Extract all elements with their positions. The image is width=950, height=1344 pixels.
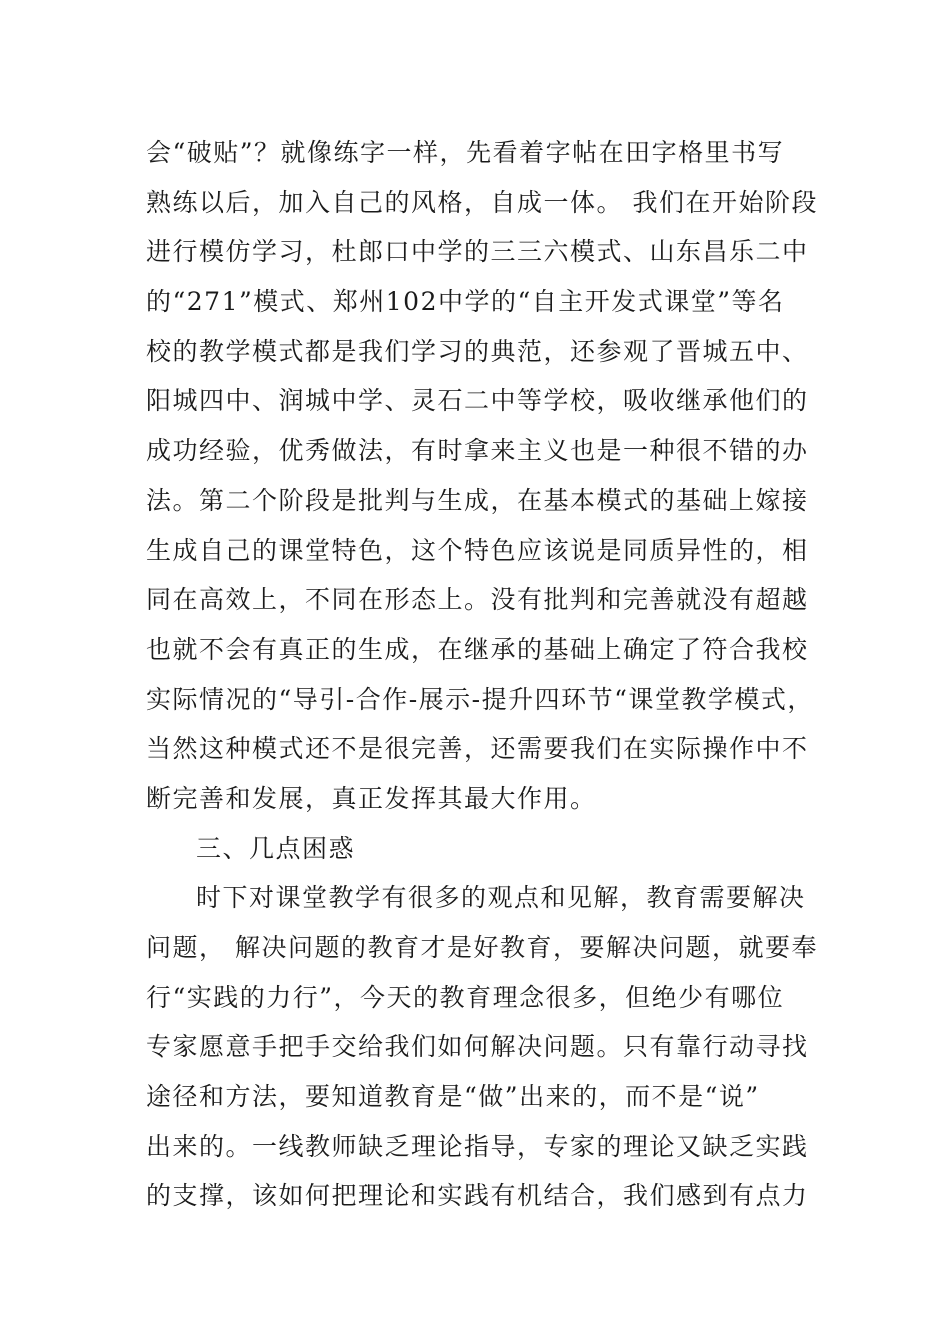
- text-line: 也就不会有真正的生成，在继承的基础上确定了符合我校: [146, 634, 809, 664]
- text-line: 断完善和发展，真正发挥其最大作用。: [146, 783, 597, 813]
- text-line: 进行模仿学习，杜郎口中学的三三六模式、山东昌乐二中: [146, 237, 809, 267]
- text-line: 三、几点困惑: [196, 833, 356, 863]
- text-line: 会“破贴”？就像练字一样，先看着字帖在田字格里书写: [146, 138, 785, 167]
- text-line: 法。第二个阶段是批判与生成，在基本模式的基础上嫁接: [146, 485, 809, 515]
- text-line: 当然这种模式还不是很完善，还需要我们在实际操作中不: [146, 734, 809, 764]
- text-line: 行“实践的力行”，今天的教育理念很多，但绝少有哪位: [146, 982, 785, 1012]
- text-line: 校的教学模式都是我们学习的典范，还参观了晋城五中、: [146, 336, 809, 366]
- text-line: 的支撑，该如何把理论和实践有机结合，我们感到有点力: [146, 1181, 809, 1211]
- text-line: 成功经验，优秀做法，有时拿来主义也是一种很不错的办: [146, 436, 809, 466]
- text-line: 熟练以后，加入自己的风格，自成一体。 我们在开始阶段: [146, 187, 818, 217]
- text-line: 问题， 解决问题的教育才是好教育，要解决问题，就要奉: [146, 933, 818, 962]
- text-line: 阳城四中、润城中学、灵石二中等学校，吸收继承他们的: [146, 386, 809, 416]
- text-line: 时下对课堂教学有很多的观点和见解，教育需要解决: [196, 883, 806, 913]
- text-line: 出来的。一线教师缺乏理论指导，专家的理论又缺乏实践: [146, 1131, 809, 1161]
- text-line: 的“271”模式、郑州102中学的“自主开发式课堂”等名: [146, 287, 785, 317]
- text-line: 实际情况的“导引-合作-展示-提升四环节“课堂教学模式，: [146, 684, 814, 714]
- text-line: 途径和方法，要知道教育是“做”出来的，而不是“说”: [146, 1082, 760, 1112]
- text-line: 生成自己的课堂特色，这个特色应该说是同质异性的，相: [146, 535, 809, 565]
- body-text: [146, 128, 826, 1221]
- text-line: 同在高效上，不同在形态上。没有批判和完善就没有超越: [146, 585, 809, 615]
- text-line: 专家愿意手把手交给我们如何解决问题。只有靠行动寻找: [146, 1032, 809, 1062]
